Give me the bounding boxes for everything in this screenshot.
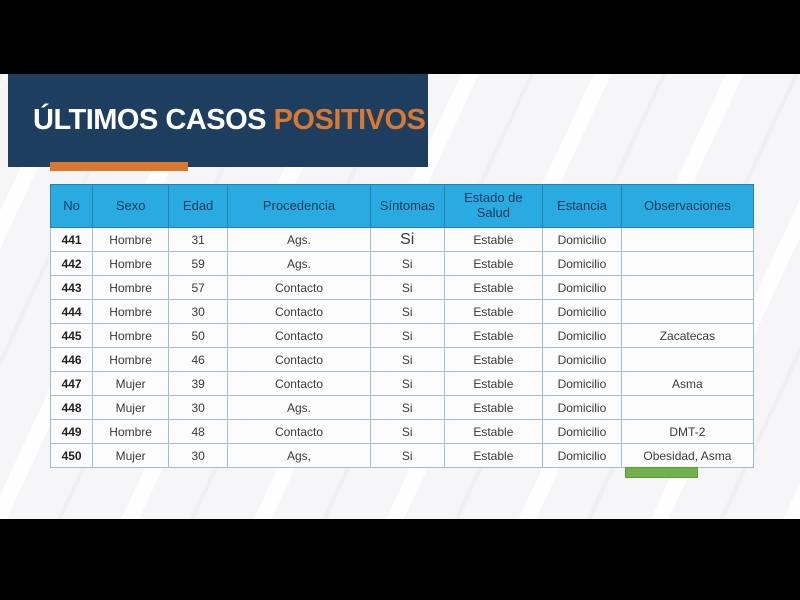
- table-row: [51, 372, 754, 396]
- cell-estancia: Domicilio: [543, 324, 622, 348]
- cell-procedencia: Ags.: [228, 396, 371, 420]
- column-header-sintomas: Síntomas: [370, 185, 444, 228]
- cell-estancia: Domicilio: [543, 420, 622, 444]
- cell-edad: 50: [169, 324, 228, 348]
- cell-no: 448: [51, 396, 93, 420]
- cell-sexo: Hombre: [93, 348, 169, 372]
- cell-sexo: Hombre: [93, 300, 169, 324]
- cell-no: 445: [51, 324, 93, 348]
- page-title-highlight: POSITIVOS: [273, 104, 426, 136]
- cell-sexo: Hombre: [93, 276, 169, 300]
- cell-procedencia: Contacto: [228, 348, 371, 372]
- cell-sexo: Mujer: [93, 372, 169, 396]
- cell-edad: 30: [169, 396, 228, 420]
- cell-estado: Estable: [444, 252, 542, 276]
- cell-observaciones: [621, 396, 753, 420]
- table-row: [51, 300, 754, 324]
- letterbox-bottom: [0, 519, 800, 600]
- cell-estancia: Domicilio: [543, 300, 622, 324]
- table-row: [51, 420, 754, 444]
- page-title-text: ÚLTIMOS CASOS: [33, 104, 274, 136]
- cell-edad: 39: [169, 372, 228, 396]
- cell-estancia: Domicilio: [543, 276, 622, 300]
- cell-sintomas: Si: [370, 252, 444, 276]
- cell-procedencia: Contacto: [228, 372, 371, 396]
- cell-estancia: Domicilio: [543, 228, 622, 252]
- cell-no: 444: [51, 300, 93, 324]
- cell-observaciones: [621, 300, 753, 324]
- cell-sexo: Hombre: [93, 228, 169, 252]
- column-header-observaciones: Observaciones: [621, 185, 753, 228]
- cell-estado: Estable: [444, 396, 542, 420]
- column-header-procedencia: Procedencia: [228, 185, 371, 228]
- page-title: [33, 104, 425, 137]
- cell-observaciones: Asma: [621, 372, 753, 396]
- cell-sintomas: Si: [370, 324, 444, 348]
- cell-sintomas: Si: [370, 348, 444, 372]
- cell-sintomas: Si: [370, 396, 444, 420]
- cell-procedencia: Contacto: [228, 300, 371, 324]
- table-row: [51, 324, 754, 348]
- cell-edad: 57: [169, 276, 228, 300]
- cell-no: 450: [51, 444, 93, 468]
- cell-sexo: Mujer: [93, 444, 169, 468]
- cell-procedencia: Ags.: [228, 252, 371, 276]
- cell-procedencia: Ags,: [228, 444, 371, 468]
- title-underline-bar: [50, 162, 188, 171]
- cell-estado: Estable: [444, 324, 542, 348]
- cell-estancia: Domicilio: [543, 396, 622, 420]
- column-header-edad: Edad: [169, 185, 228, 228]
- column-header-sexo: Sexo: [93, 185, 169, 228]
- table-row: [51, 252, 754, 276]
- cell-observaciones: [621, 228, 753, 252]
- cell-observaciones: Obesidad, Asma: [621, 444, 753, 468]
- cell-procedencia: Ags.: [228, 228, 371, 252]
- cell-edad: 48: [169, 420, 228, 444]
- cell-sexo: Hombre: [93, 324, 169, 348]
- cell-procedencia: Contacto: [228, 276, 371, 300]
- cell-sintomas: Si: [370, 276, 444, 300]
- cell-estancia: Domicilio: [543, 252, 622, 276]
- cell-sintomas: Si: [370, 300, 444, 324]
- cell-sexo: Hombre: [93, 252, 169, 276]
- cell-estado: Estable: [444, 276, 542, 300]
- cell-no: 446: [51, 348, 93, 372]
- cell-estado: Estable: [444, 372, 542, 396]
- cell-no: 441: [51, 228, 93, 252]
- cell-procedencia: Contacto: [228, 324, 371, 348]
- cell-estado: Estable: [444, 228, 542, 252]
- cell-edad: 59: [169, 252, 228, 276]
- table-row: [51, 348, 754, 372]
- cell-edad: 31: [169, 228, 228, 252]
- table-row: [51, 276, 754, 300]
- cell-edad: 30: [169, 300, 228, 324]
- slide-content: [0, 74, 800, 519]
- cell-observaciones: [621, 348, 753, 372]
- cell-sexo: Hombre: [93, 420, 169, 444]
- cell-sintomas: Si: [370, 420, 444, 444]
- green-underline-bar: [625, 467, 698, 478]
- cell-sintomas: Si: [370, 372, 444, 396]
- cell-estado: Estable: [444, 444, 542, 468]
- table-row: [51, 444, 754, 468]
- cell-estado: Estable: [444, 420, 542, 444]
- column-header-estado-de-salud: Estado de Salud: [444, 185, 542, 228]
- cell-procedencia: Contacto: [228, 420, 371, 444]
- cell-no: 442: [51, 252, 93, 276]
- cell-edad: 30: [169, 444, 228, 468]
- cell-estado: Estable: [444, 348, 542, 372]
- cell-estancia: Domicilio: [543, 372, 622, 396]
- title-band: [8, 74, 428, 167]
- cell-no: 443: [51, 276, 93, 300]
- cases-table: [50, 184, 754, 468]
- letterbox-top: [0, 0, 800, 74]
- cell-sintomas: Si: [370, 228, 444, 252]
- cell-observaciones: [621, 252, 753, 276]
- cell-observaciones: DMT-2: [621, 420, 753, 444]
- cell-estado: Estable: [444, 300, 542, 324]
- cell-observaciones: [621, 276, 753, 300]
- cell-sexo: Mujer: [93, 396, 169, 420]
- cell-estancia: Domicilio: [543, 348, 622, 372]
- cell-no: 447: [51, 372, 93, 396]
- cell-no: 449: [51, 420, 93, 444]
- cell-estancia: Domicilio: [543, 444, 622, 468]
- column-header-estancia: Estancia: [543, 185, 622, 228]
- table-header-row: [51, 185, 754, 228]
- cell-edad: 46: [169, 348, 228, 372]
- column-header-no: No: [51, 185, 93, 228]
- table-row: [51, 228, 754, 252]
- cell-observaciones: Zacatecas: [621, 324, 753, 348]
- cell-sintomas: Si: [370, 444, 444, 468]
- table-row: [51, 396, 754, 420]
